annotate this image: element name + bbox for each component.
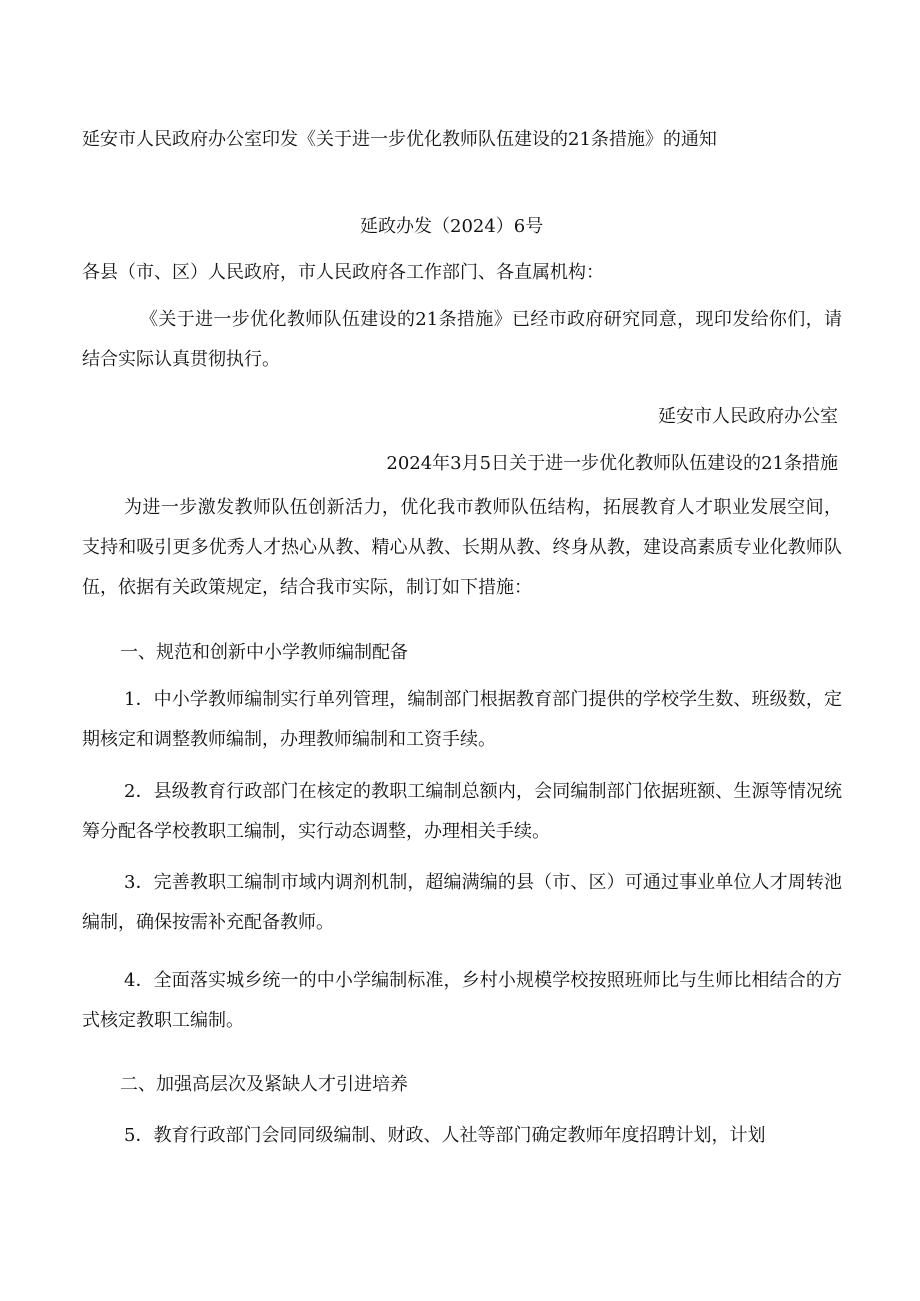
measure-item-1: 1．中小学教师编制实行单列管理，编制部门根据教育部门提供的学校学生数、班级数，定期核定和调整教师编制，办理教师编制和工资手续。 <box>82 689 842 750</box>
section-heading-2: 二、加强高层次及紧缺人才引进培养 <box>120 1074 408 1095</box>
recipients-line: 各县（市、区）人民政府，市人民政府各工作部门、各直属机构： <box>82 262 604 283</box>
measure-item-2: 2．县级教育行政部门在核定的教职工编制总额内，会同编制部门依据班额、生源等情况统筹分配各学校教职工编制，实行动态调整，办理相关手续。 <box>82 781 842 842</box>
issuing-office: 延安市人民政府办公室 <box>658 406 838 427</box>
document-title: 延安市人民政府办公室印发《关于进一步优化教师队伍建设的21条措施》的通知 <box>82 129 717 150</box>
preamble-paragraph: 为进一步激发教师队伍创新活力，优化我市教师队伍结构，拓展教育人才职业发展空间，支持和吸引更多优秀人才热心从教、精心从教、长期从教、终身从教，建设高素质专业化教师队伍，依据有关政策规定，结合我市实际，制订如下措施： <box>82 497 842 598</box>
intro-paragraph: 《关于进一步优化教师队伍建设的21条措施》已经市政府研究同意，现印发给你们，请结合实际认真贯彻执行。 <box>82 309 842 370</box>
measure-item-3: 3．完善教职工编制市域内调剂机制，超编满编的县（市、区）可通过事业单位人才周转池编制，确保按需补充配备教师。 <box>82 872 842 933</box>
measure-item-4: 4．全面落实城乡统一的中小学编制标准，乡村小规模学校按照班师比与生师比相结合的方式核定教职工编制。 <box>82 970 842 1031</box>
document-number: 延政办发（2024）6号 <box>360 216 544 237</box>
date-line: 2024年3月5日关于进一步优化教师队伍建设的21条措施 <box>386 453 838 474</box>
measure-item-5: 5．教育行政部门会同同级编制、财政、人社等部门确定教师年度招聘计划，计划 <box>124 1125 766 1146</box>
section-heading-1: 一、规范和创新中小学教师编制配备 <box>120 642 408 663</box>
